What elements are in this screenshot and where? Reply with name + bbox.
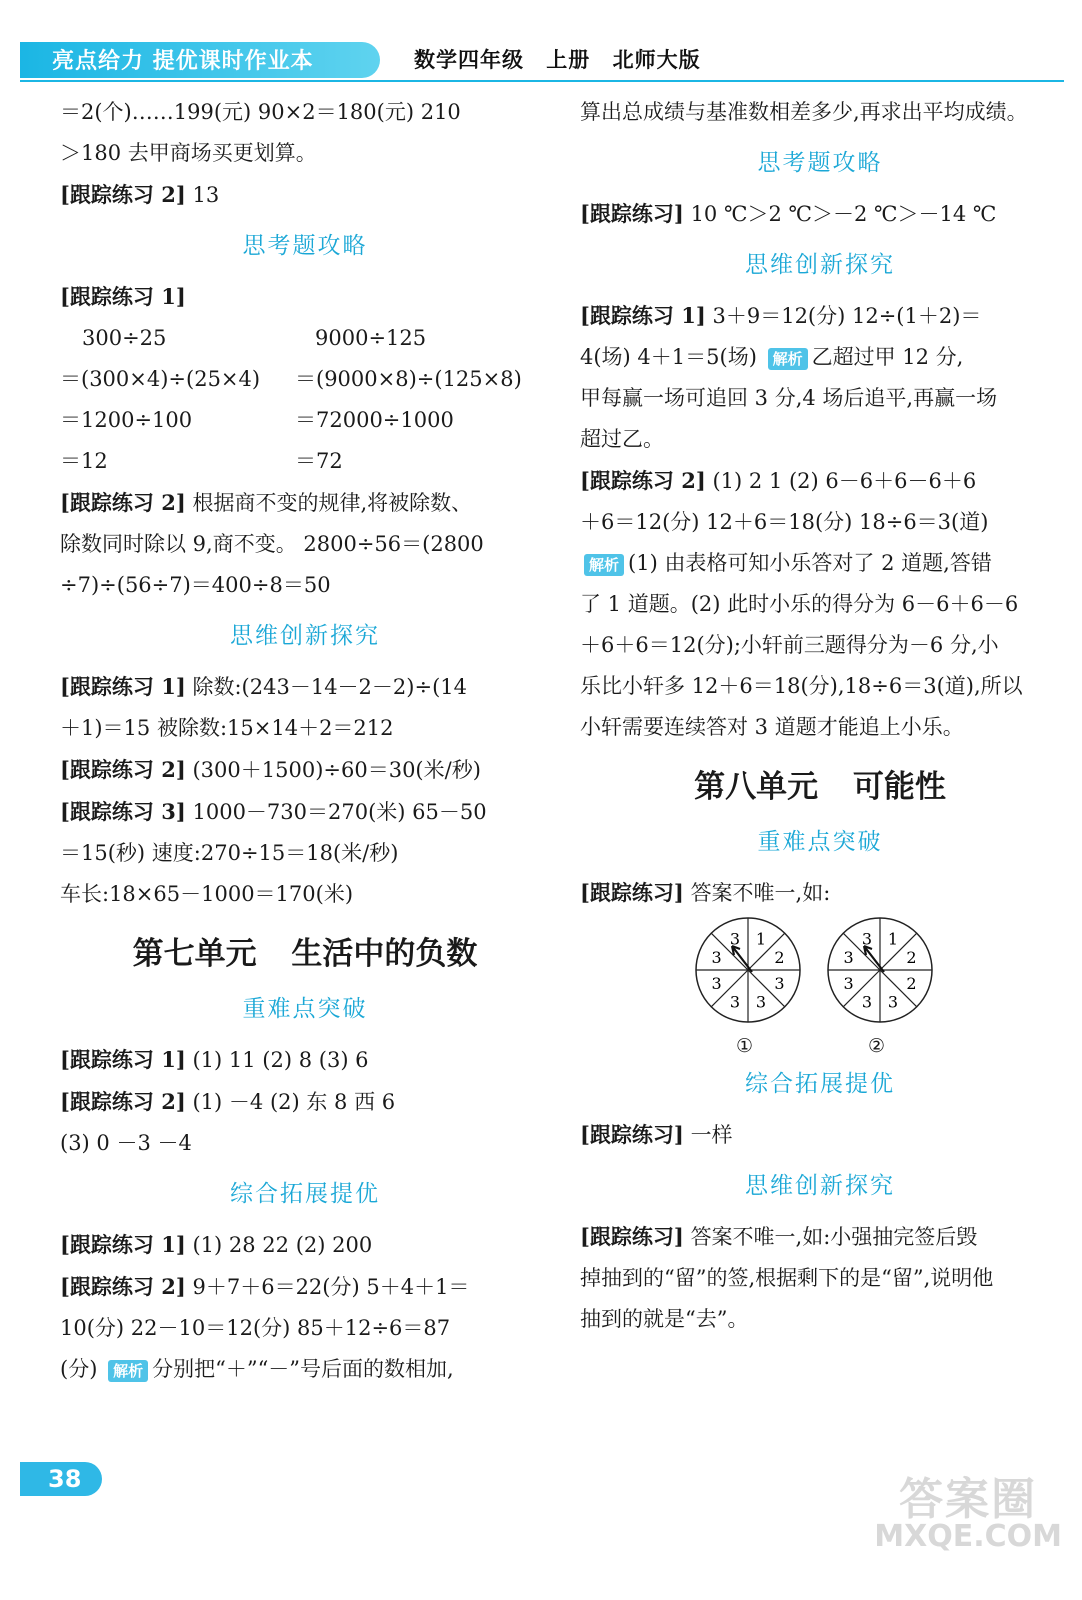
calc-line: ＝72 (295, 449, 343, 473)
spinner-number: 3 (729, 929, 741, 949)
header-divider (20, 80, 1064, 82)
exercise-tag: [跟踪练习 1] (60, 674, 186, 699)
answer: 答案不唯一,如:小强抽完签后毁 (690, 1225, 978, 1249)
exercise-tag: [跟踪练习 2] (60, 757, 186, 782)
answer: 答案不唯一,如: (690, 881, 831, 905)
spinner-wheel-1 (692, 914, 804, 1026)
watermark (874, 1474, 1062, 1554)
text-line: 车长:18×65－1000＝170(米) (60, 882, 354, 906)
watermark-text: 答案圈 (899, 1474, 1038, 1525)
analysis-text: 分别把“＋”“－”号后面的数相加, (152, 1357, 454, 1381)
exercise-tag: [跟踪练习] (580, 1224, 684, 1249)
exercise-tag: [跟踪练习] (580, 1122, 684, 1147)
calc-columns (60, 318, 550, 482)
exercise-tag: [跟踪练习 2] (60, 490, 186, 515)
spinner-label-1: ① (736, 1035, 754, 1057)
spinner-number: 1 (755, 929, 767, 949)
text-line: ＋6＝12(分) 12＋6＝18(分) 18÷6＝3(道) (580, 510, 989, 534)
text-line: 乐比小轩多 12＋6＝18(分),18÷6＝3(道),所以 (580, 674, 1023, 698)
spinner-number: 2 (774, 947, 785, 967)
analysis-badge: 解析 (108, 1360, 148, 1382)
section-heading: 思维创新探究 (745, 252, 895, 278)
answer: 根据商不变的规律,将被除数、 (192, 491, 473, 515)
text-line: ＞180 去甲商场买更划算。 (60, 141, 317, 165)
text-line: (3) 0 －3 －4 (60, 1131, 192, 1155)
answer: (1) 2 1 (2) 6－6＋6－6＋6 (712, 469, 977, 493)
spinner-number: 3 (861, 929, 873, 949)
exercise-tag: [跟踪练习] (580, 201, 684, 226)
spinner-number: 3 (843, 947, 854, 967)
analysis-badge: 解析 (768, 348, 808, 370)
spinner-number: 3 (774, 974, 785, 994)
calc-line: ＝(300×4)÷(25×4) (60, 367, 261, 391)
answer: 4(场) 4＋1＝5(场) (580, 345, 757, 369)
text-line: ＝15(秒) 速度:270÷15＝18(米/秒) (60, 841, 399, 865)
text-line: 10(分) 22－10＝12(分) 85＋12÷6＝87 (60, 1316, 451, 1340)
spinner-number: 3 (729, 992, 741, 1012)
answer: 13 (192, 183, 220, 207)
answer: 一样 (690, 1123, 733, 1147)
spinner-wheel-2 (824, 914, 936, 1026)
right-column (580, 92, 1060, 1340)
exercise-tag: [跟踪练习 2] (60, 1274, 186, 1299)
text-line: 抽到的就是“去”。 (580, 1307, 749, 1331)
text-line: 小轩需要连续答对 3 道题才能追上小乐。 (580, 715, 964, 739)
text-line: 掉抽到的“留”的签,根据剩下的是“留”,说明他 (580, 1266, 994, 1290)
answer: 除数:(243－14－2－2)÷(14 (192, 675, 467, 699)
calc-line: ＝(9000×8)÷(125×8) (295, 367, 522, 391)
section-heading: 重难点突破 (242, 996, 368, 1022)
section-heading: 思考题攻略 (242, 233, 368, 259)
exercise-tag: [跟踪练习] (580, 880, 684, 905)
analysis-text: 乙超过甲 12 分, (811, 345, 964, 369)
section-heading: 思考题攻略 (757, 150, 883, 176)
spinner-number: 2 (906, 974, 917, 994)
exercise-tag: [跟踪练习 2] (580, 468, 706, 493)
spinner-number: 3 (711, 947, 722, 967)
section-heading: 综合拓展提优 (230, 1181, 380, 1207)
series-title: 亮点给力 提优课时作业本 (52, 49, 314, 74)
answer: 10 ℃＞2 ℃＞－2 ℃＞－14 ℃ (690, 202, 997, 226)
answer: (1) 28 22 (2) 200 (192, 1233, 373, 1257)
text-line: ＝2(个)……199(元) 90×2＝180(元) 210 (60, 100, 461, 124)
spinner-number: 3 (711, 974, 722, 994)
unit-title: 第八单元 可能性 (694, 769, 946, 805)
spinner-label-2: ② (868, 1035, 886, 1057)
section-heading: 思维创新探究 (230, 623, 380, 649)
left-column (60, 92, 550, 1390)
section-heading: 思维创新探究 (745, 1173, 895, 1199)
spinner-figures (580, 914, 1060, 1057)
text-line: ＋1)＝15 被除数:15×14＋2＝212 (60, 716, 394, 740)
answer: 1000－730＝270(米) 65－50 (192, 800, 487, 824)
calc-line: ＝1200÷100 (60, 408, 193, 432)
answer: 3＋9＝12(分) 12÷(1＋2)＝ (712, 304, 982, 328)
exercise-tag: [跟踪练习 1] (60, 1232, 186, 1257)
exercise-tag: [跟踪练习 1] (580, 303, 706, 328)
exercise-tag: [跟踪练习 3] (60, 799, 186, 824)
text-line: 超过乙。 (580, 427, 664, 451)
analysis-text: (1) 由表格可知小乐答对了 2 道题,答错 (628, 551, 992, 575)
spinner-number: 2 (906, 947, 917, 967)
calc-line: 300÷25 (82, 326, 167, 350)
answer: (分) (60, 1357, 98, 1381)
page-number: 38 (20, 1462, 102, 1496)
text-line: 了 1 道题。(2) 此时小乐的得分为 6－6＋6－6 (580, 592, 1019, 616)
analysis-badge: 解析 (584, 554, 624, 576)
text-line: ＋6＋6＝12(分);小轩前三题得分为－6 分,小 (580, 633, 999, 657)
calc-line: 9000÷125 (315, 326, 427, 350)
text-line: 算出总成绩与基准数相差多少,再求出平均成绩。 (580, 100, 1028, 124)
watermark-url: MXQE.COM (874, 1519, 1062, 1554)
exercise-tag: [跟踪练习 2] (60, 1089, 186, 1114)
spinner-number: 1 (887, 929, 899, 949)
exercise-tag: [跟踪练习 1] (60, 284, 186, 309)
answer: (300＋1500)÷60＝30(米/秒) (192, 758, 481, 782)
spinner-number: 3 (755, 992, 767, 1012)
exercise-tag: [跟踪练习 2] (60, 182, 186, 207)
calc-line: ＝12 (60, 449, 108, 473)
answer: 9＋7＋6＝22(分) 5＋4＋1＝ (192, 1275, 470, 1299)
section-heading: 综合拓展提优 (745, 1071, 895, 1097)
answer: (1) 11 (2) 8 (3) 6 (192, 1048, 369, 1072)
unit-title: 第七单元 生活中的负数 (132, 936, 478, 972)
book-info: 数学四年级 上册 北师大版 (414, 48, 701, 72)
text-line: 甲每赢一场可追回 3 分,4 场后追平,再赢一场 (580, 386, 998, 410)
text-line: 除数同时除以 9,商不变。 2800÷56＝(2800 (60, 532, 484, 556)
spinner-number: 3 (843, 974, 854, 994)
text-line: ÷7)÷(56÷7)＝400÷8＝50 (60, 573, 331, 597)
spinner-number: 3 (887, 992, 899, 1012)
spinner-number: 3 (861, 992, 873, 1012)
section-heading: 重难点突破 (757, 829, 883, 855)
calc-line: ＝72000÷1000 (295, 408, 454, 432)
answer: (1) －4 (2) 东 8 西 6 (192, 1090, 396, 1114)
exercise-tag: [跟踪练习 1] (60, 1047, 186, 1072)
